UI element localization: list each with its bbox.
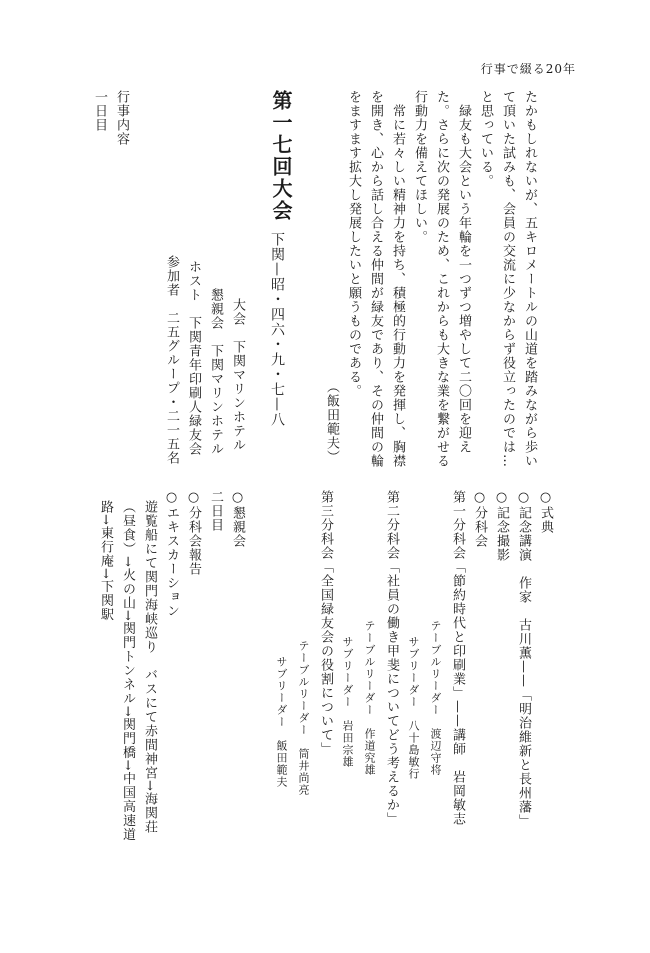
program-subitem: テーブルリーダー 筒井尚亮 [297,640,310,796]
info-attendees: 参加者 二五グループ・二一五名 [164,255,179,465]
running-header: 行事で綴る20年 [480,62,576,76]
program-item: 第三分科会「全国緑友会の役割について」 [318,490,333,756]
section-title: 第一七回大会 [269,90,293,222]
info-host: ホスト 下関青年印刷人緑友会 [186,260,201,456]
program-item: 遊覧船にて関門海峡巡り バスにて赤間神宮→海関荘 [142,500,157,834]
text-line: と思っている。 [478,90,493,188]
program-item: ○エキスカーション [164,490,179,618]
text-line: て頂いた試みも、会員の交流に少なからず役立ったのでは… [500,90,515,468]
author-signature: （飯田範夫） [324,380,339,464]
text-line: をますます拡大し発展したいと願うものである。 [346,90,361,398]
program-subitem: サブリーダー 飯田範夫 [275,656,288,788]
day-two-label: 二日目 [208,490,223,532]
program-subitem: サブリーダー 岩田宗雄 [341,636,354,768]
program-item: 第一分科会「節約時代と印刷業」——講師 岩岡敏志 [450,490,465,826]
program-item: ○分科会報告 [186,490,201,576]
program-item: ○記念撮影 [494,490,509,562]
info-venue: 大会 下関マリンホテル [230,298,245,452]
program-item: ○記念講演 作家 古川薫——「明治維新と長州藩」 [516,490,531,828]
program-subitem: サブリーダー 八十島敏行 [407,636,420,780]
program-subitem: テーブルリーダー 作道究雄 [363,620,376,776]
program-item: （昼食）→火の山→関門トンネル→関門橋→中国高速道 [120,500,135,842]
text-line: た。さらに次の発展のため、これからも大きな業を繋がせる [434,90,449,468]
text-line: を開き、心から話し合える仲間が緑友であり、その仲間の輪 [368,90,383,468]
program-subitem: テーブルリーダー 渡辺守将 [429,620,442,776]
program-item: ○式典 [538,490,553,534]
day-one-label: 一日目 [92,90,107,132]
section-date: 下関—昭・四六・九・七—八 [269,232,285,427]
text-line: 常に若々しい精神力を持ち、積極的行動力を発揮し、胸襟 [390,90,405,468]
text-line: たかもしれないが、五キロメートルの山道を踏みながら歩い [522,90,537,468]
text-line: 行動力を備えてほしい。 [412,90,427,244]
info-party: 懇親会 下関マリンホテル [208,288,223,456]
program-item: 第二分科会「社員の働き甲斐についてどう考えるか」 [384,490,399,826]
program-item: ○懇親会 [230,490,245,548]
program-item: ○分科会 [472,490,487,548]
text-line: 緑友も大会という年輪を一つずつ増やして二〇回を迎え [456,90,471,454]
contents-heading: 行事内容 [114,90,129,146]
program-item: 路→東行庵→下関駅 [98,500,113,622]
